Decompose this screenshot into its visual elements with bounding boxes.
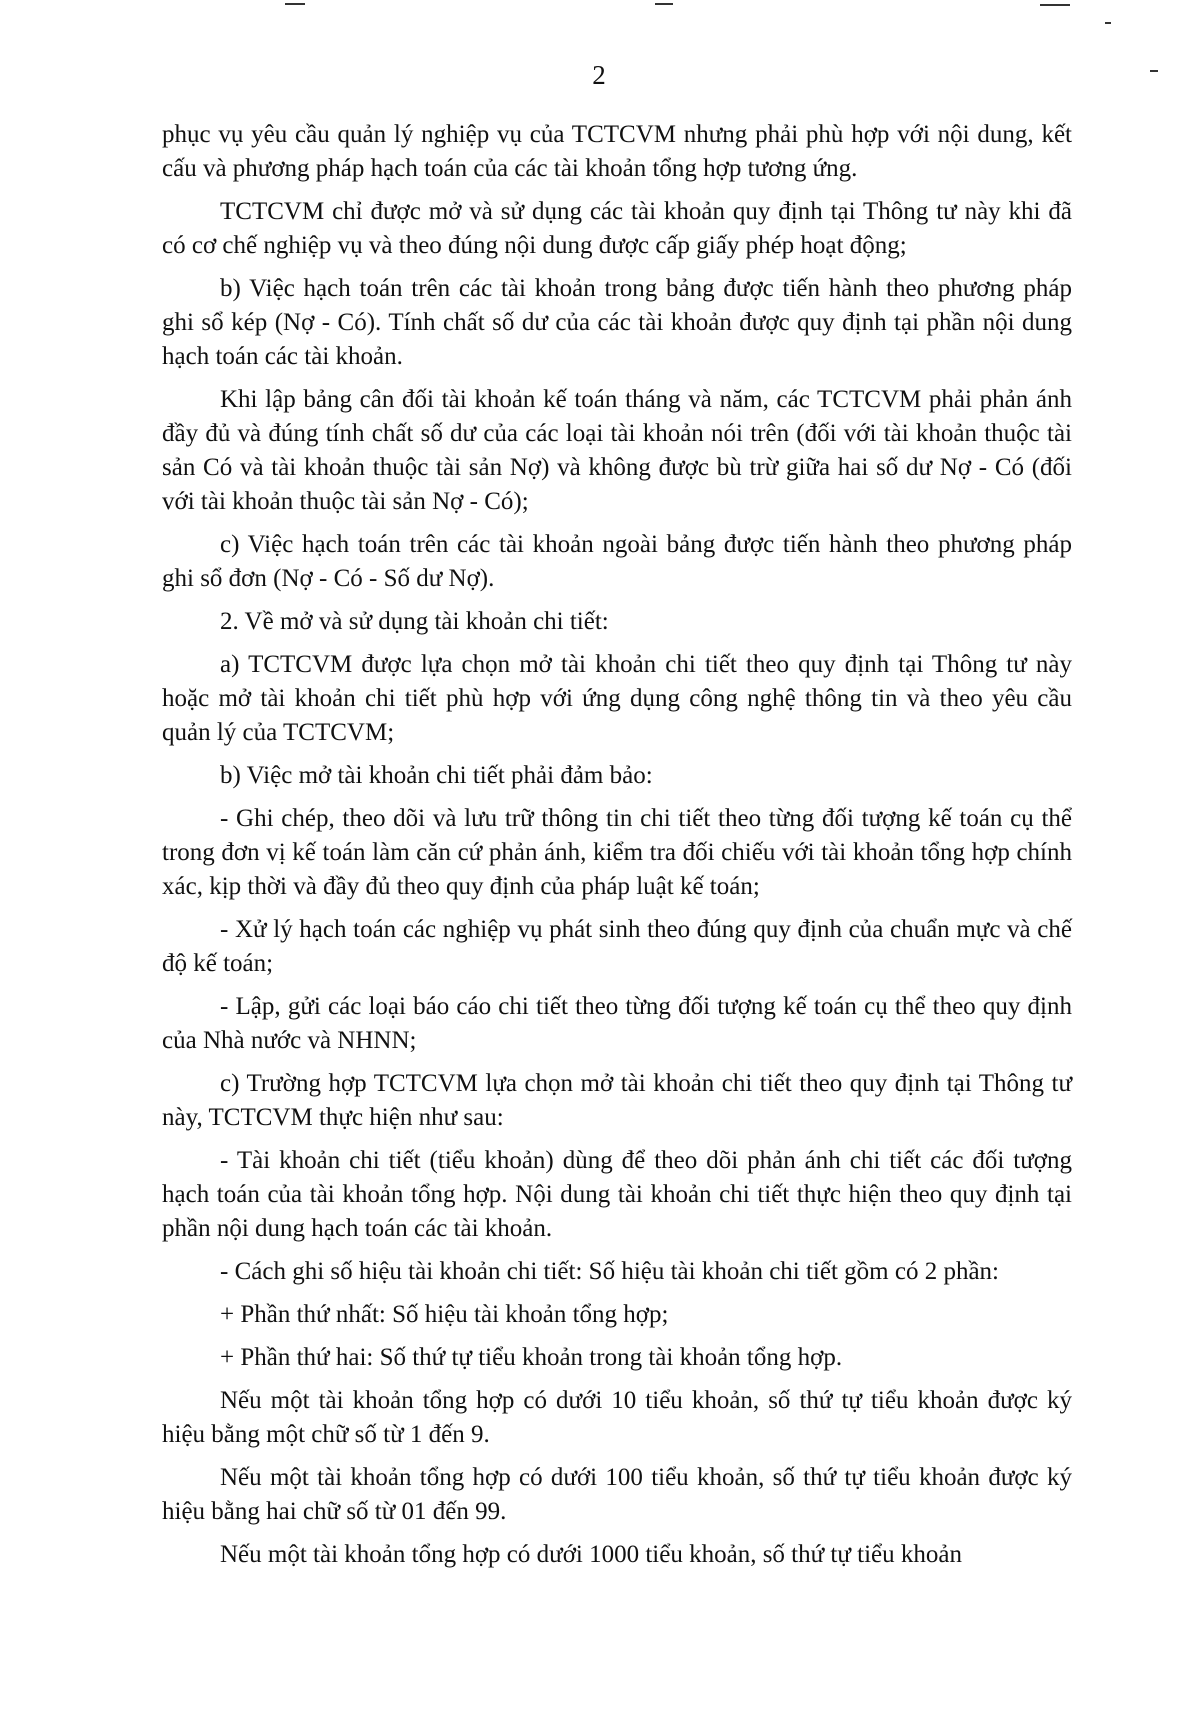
paragraph: c) Trường hợp TCTCVM lựa chọn mở tài khoản chi tiết theo quy định tại Thông tư này, TCTCVM thực hiện như sau: bbox=[162, 1070, 1072, 1131]
paragraph: phục vụ yêu cầu quản lý nghiệp vụ của TCTCVM nhưng phải phù hợp với nội dung, kết cấu và phương pháp hạch toán của các tài khoản tổng hợp tương ứng. bbox=[162, 121, 1072, 182]
paragraph: TCTCVM chỉ được mở và sử dụng các tài khoản quy định tại Thông tư này khi đã có cơ chế nghiệp vụ và theo đúng nội dung được cấp giấy phép hoạt động; bbox=[162, 198, 1072, 259]
paragraph: - Tài khoản chi tiết (tiểu khoản) dùng để theo dõi phản ánh chi tiết các đối tượng hạch toán của tài khoản tổng hợp. Nội dung tài khoản chi tiết thực hiện theo quy định tại phần nội dung hạch toán các tài khoản. bbox=[162, 1147, 1072, 1242]
scan-artifact bbox=[285, 3, 305, 5]
paragraph: b) Việc hạch toán trên các tài khoản trong bảng được tiến hành theo phương pháp ghi sổ kép (Nợ - Có). Tính chất số dư của các tài khoản được quy định tại phần nội dung hạch toán các tài khoản. bbox=[162, 275, 1072, 370]
paragraph: - Lập, gửi các loại báo cáo chi tiết theo từng đối tượng kế toán cụ thể theo quy định của Nhà nước và NHNN; bbox=[162, 993, 1072, 1054]
scan-artifact bbox=[1040, 4, 1070, 6]
paragraph: c) Việc hạch toán trên các tài khoản ngoài bảng được tiến hành theo phương pháp ghi sổ đơn (Nợ - Có - Số dư Nợ). bbox=[162, 531, 1072, 592]
scan-artifact bbox=[1105, 22, 1111, 24]
paragraph: Khi lập bảng cân đối tài khoản kế toán tháng và năm, các TCTCVM phải phản ánh đầy đủ và đúng tính chất số dư của các loại tài khoản nói trên (đối với tài khoản thuộc tài sản Có và tài khoản thuộc tài sản Nợ) và không được bù trừ giữa hai số dư Nợ - Có (đối với tài khoản thuộc tài sản Nợ - Có); bbox=[162, 386, 1072, 515]
paragraph: - Cách ghi số hiệu tài khoản chi tiết: Số hiệu tài khoản chi tiết gồm có 2 phần: bbox=[220, 1258, 1000, 1285]
paragraph: 2. Về mở và sử dụng tài khoản chi tiết: bbox=[220, 608, 609, 635]
paragraph: b) Việc mở tài khoản chi tiết phải đảm bảo: bbox=[220, 762, 653, 789]
scan-artifact bbox=[655, 3, 673, 5]
paragraph: Nếu một tài khoản tổng hợp có dưới 10 tiểu khoản, số thứ tự tiểu khoản được ký hiệu bằng một chữ số từ 1 đến 9. bbox=[162, 1387, 1072, 1448]
paragraph: a) TCTCVM được lựa chọn mở tài khoản chi tiết theo quy định tại Thông tư này hoặc mở tài khoản chi tiết phù hợp với ứng dụng công nghệ thông tin và theo yêu cầu quản lý của TCTCVM; bbox=[162, 651, 1072, 746]
page-number: 2 bbox=[592, 60, 606, 90]
document-body bbox=[162, 118, 1072, 1581]
paragraph: Nếu một tài khoản tổng hợp có dưới 1000 tiểu khoản, số thứ tự tiểu khoản bbox=[220, 1541, 962, 1568]
paragraph: Nếu một tài khoản tổng hợp có dưới 100 tiểu khoản, số thứ tự tiểu khoản được ký hiệu bằng hai chữ số từ 01 đến 99. bbox=[162, 1464, 1072, 1525]
paragraph: - Ghi chép, theo dõi và lưu trữ thông tin chi tiết theo từng đối tượng kế toán cụ thể trong đơn vị kế toán làm căn cứ phản ánh, kiểm tra đối chiếu với tài khoản tổng hợp chính xác, kịp thời và đầy đủ theo quy định của pháp luật kế toán; bbox=[162, 805, 1072, 900]
paragraph: + Phần thứ nhất: Số hiệu tài khoản tổng hợp; bbox=[220, 1301, 669, 1328]
paragraph: - Xử lý hạch toán các nghiệp vụ phát sinh theo đúng quy định của chuẩn mực và chế độ kế toán; bbox=[162, 916, 1072, 977]
paragraph: + Phần thứ hai: Số thứ tự tiểu khoản trong tài khoản tổng hợp. bbox=[220, 1344, 843, 1371]
